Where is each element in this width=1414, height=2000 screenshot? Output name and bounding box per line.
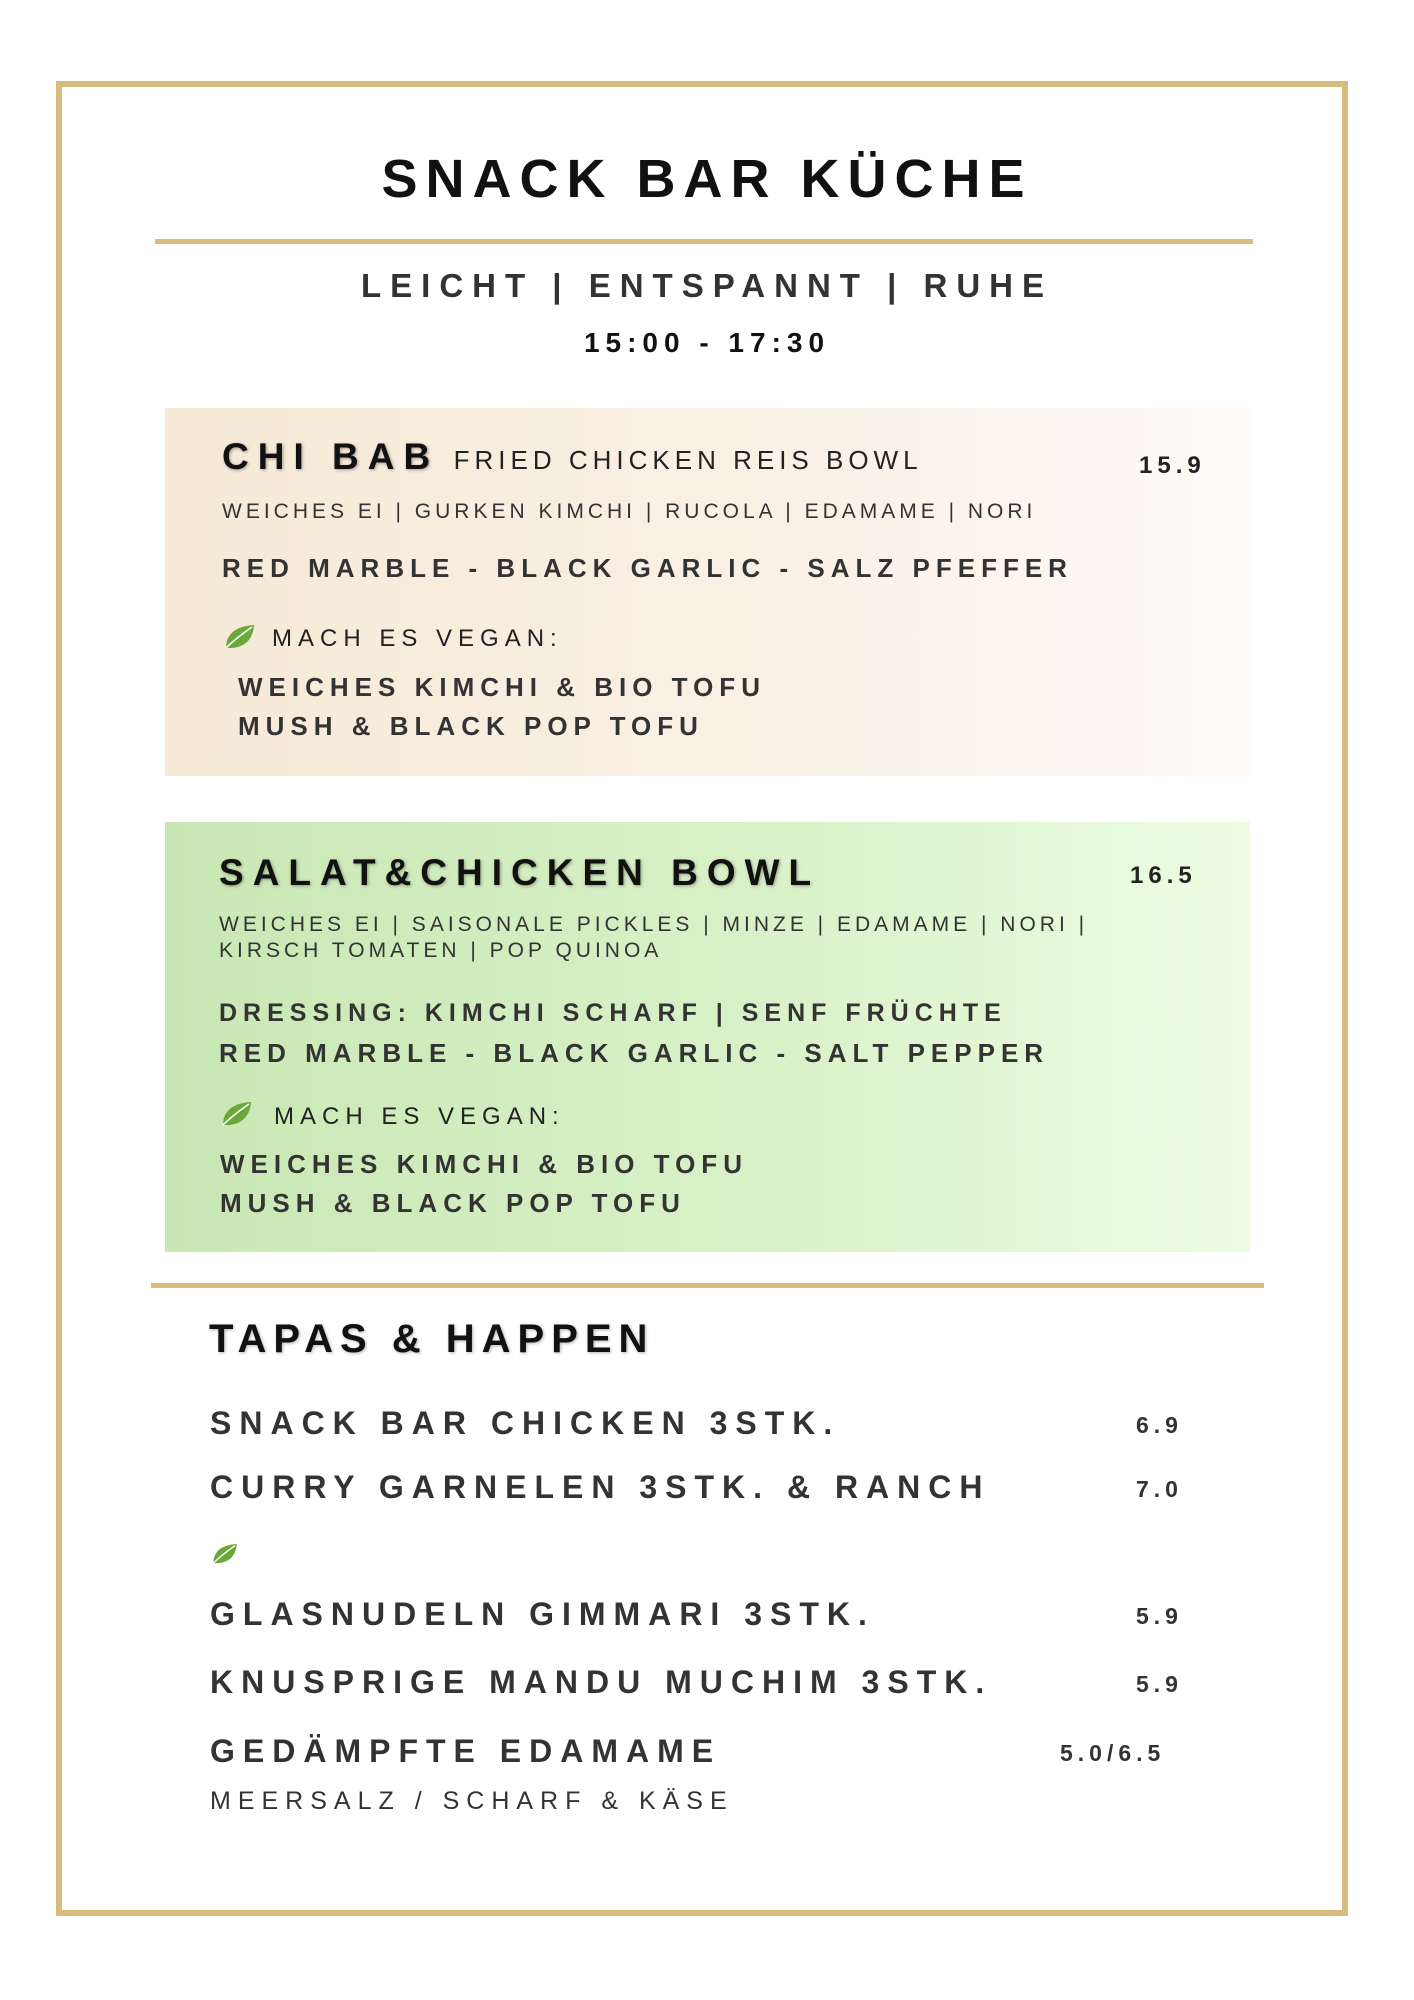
dish-name: SALAT&CHICKEN BOWL [219, 852, 821, 893]
section-title-tapas: TAPAS & HAPPEN [209, 1317, 655, 1361]
vegan-option: MUSH & BLACK POP TOFU [220, 1188, 686, 1218]
dish-subtitle: FRIED CHICKEN REIS BOWL [453, 445, 923, 475]
opening-hours: 15:00 - 17:30 [583, 327, 831, 358]
menu-title: SNACK BAR KÜCHE [381, 149, 1033, 209]
tapa-item-price: 5.9 [1136, 1603, 1183, 1629]
vegan-leaf-icon [222, 622, 258, 652]
vegan-leaf-icon [210, 1541, 240, 1567]
vegan-option: WEICHES KIMCHI & BIO TOFU [238, 672, 766, 702]
tapa-item-name: GEDÄMPFTE EDAMAME [210, 1733, 722, 1769]
tapa-item-name: GLASNUDELN GIMMARI 3STK. [210, 1596, 875, 1632]
dish-sauces: RED MARBLE - BLACK GARLIC - SALZ PFEFFER [222, 553, 1073, 583]
dish-price: 15.9 [1139, 452, 1206, 479]
dish-sauces: RED MARBLE - BLACK GARLIC - SALT PEPPER [219, 1038, 1050, 1068]
vegan-leaf-icon [219, 1098, 255, 1130]
dish-ingredients: WEICHES EI | SAISONALE PICKLES | MINZE | EDAMAME | NORI | [219, 913, 1089, 936]
dish-title-chi-bab [222, 436, 923, 478]
tapa-item-price: 7.0 [1136, 1476, 1183, 1502]
vegan-option: WEICHES KIMCHI & BIO TOFU [220, 1149, 748, 1179]
dish-dressing: DRESSING: KIMCHI SCHARF | SENF FRÜCHTE [219, 999, 1007, 1027]
vegan-label: MACH ES VEGAN: [272, 625, 563, 652]
vegan-label: MACH ES VEGAN: [274, 1103, 565, 1130]
dish-ingredients: WEICHES EI | GURKEN KIMCHI | RUCOLA | EDAMAME | NORI [222, 500, 1037, 523]
menu-tagline: LEICHT | ENTSPANNT | RUHE [360, 267, 1054, 304]
tapa-item-note: MEERSALZ / SCHARF & KÄSE [210, 1787, 734, 1815]
tapa-item-price: 6.9 [1136, 1412, 1183, 1438]
section-divider [151, 1283, 1264, 1288]
title-divider [155, 239, 1253, 244]
dish-ingredients: KIRSCH TOMATEN | POP QUINOA [219, 939, 663, 962]
tapa-item-name: KNUSPRIGE MANDU MUCHIM 3STK. [210, 1664, 993, 1700]
tapa-item-price: 5.9 [1136, 1671, 1183, 1697]
tapa-item-price: 5.0/6.5 [1060, 1740, 1166, 1766]
dish-name: CHI BAB [222, 436, 440, 477]
tapa-item-name: CURRY GARNELEN 3STK. & RANCH [210, 1469, 991, 1505]
vegan-option: MUSH & BLACK POP TOFU [238, 711, 704, 741]
dish-price: 16.5 [1130, 862, 1197, 889]
tapa-item-name: SNACK BAR CHICKEN 3STK. [210, 1405, 841, 1441]
